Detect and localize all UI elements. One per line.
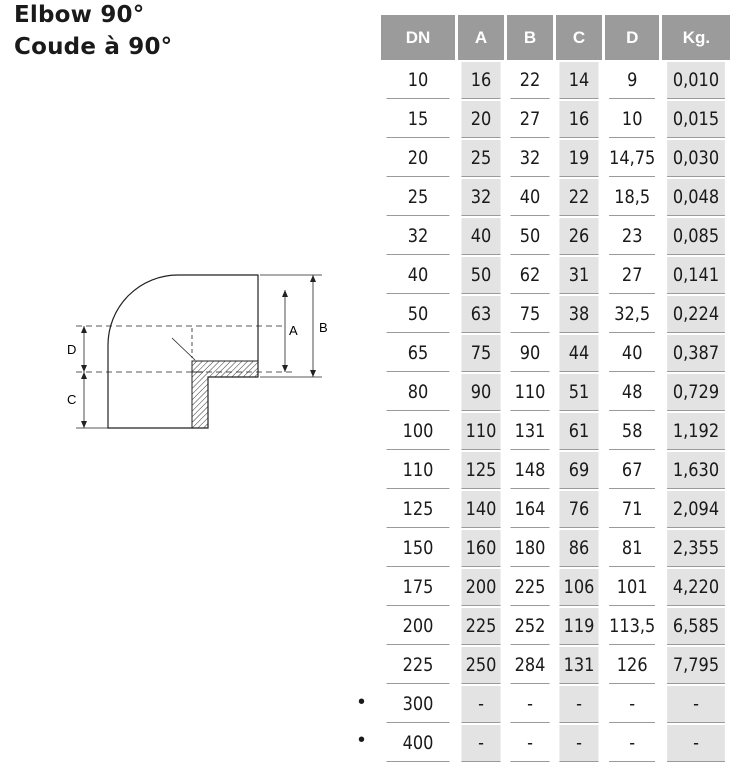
table-cell: 225: [461, 608, 500, 645]
dimension-label-d: D: [67, 342, 77, 357]
table-cell: 40: [461, 218, 500, 255]
table-cell: 86: [559, 530, 598, 567]
table-cell: 32: [461, 179, 500, 216]
table-row: [381, 179, 730, 216]
table-row: [381, 140, 730, 177]
table-cell: 58: [609, 413, 655, 450]
table-cell: 400: [387, 725, 450, 762]
table-cell: 125: [387, 491, 450, 528]
table-cell: 32: [510, 140, 549, 177]
table-cell: 0,224: [668, 296, 726, 333]
table-cell: 131: [510, 413, 549, 450]
column-header: A: [458, 15, 504, 60]
table-cell: 69: [559, 452, 598, 489]
table-cell: 2,355: [668, 530, 726, 567]
table-cell: 71: [609, 491, 655, 528]
table-row: [381, 62, 730, 99]
table-cell: 0,048: [668, 179, 726, 216]
table-cell: 7,795: [668, 647, 726, 684]
table-cell: -: [559, 725, 598, 762]
table-cell: 23: [609, 218, 655, 255]
table-cell: 252: [510, 608, 549, 645]
table-cell: 26: [559, 218, 598, 255]
table-cell: 50: [510, 218, 549, 255]
table-row: [381, 686, 730, 723]
table-cell: 27: [510, 101, 549, 138]
table-cell: -: [510, 686, 549, 723]
table-cell: 164: [510, 491, 549, 528]
table-cell: 20: [461, 101, 500, 138]
table-cell: 16: [559, 101, 598, 138]
table-cell: 31: [559, 257, 598, 294]
table-cell: 14,75: [609, 140, 655, 177]
table-cell: -: [609, 725, 655, 762]
table-cell: 150: [387, 530, 450, 567]
table-cell: 225: [510, 569, 549, 606]
table-cell: 0,085: [668, 218, 726, 255]
table-cell: 106: [559, 569, 598, 606]
table-cell: 180: [510, 530, 549, 567]
table-cell: 25: [387, 179, 450, 216]
table-cell: 75: [461, 335, 500, 372]
table-cell: 75: [510, 296, 549, 333]
table-row: [381, 218, 730, 255]
table-cell: 10: [609, 101, 655, 138]
table-cell: 40: [510, 179, 549, 216]
table-row: [381, 491, 730, 528]
table-cell: 110: [510, 374, 549, 411]
table-header-row: [381, 15, 730, 60]
table-cell: 140: [461, 491, 500, 528]
table-cell: 65: [387, 335, 450, 372]
table-cell: 148: [510, 452, 549, 489]
table-cell: 0,015: [668, 101, 726, 138]
table-cell: 40: [387, 257, 450, 294]
product-title-en: Elbow 90°: [14, 2, 145, 28]
table-row: [381, 413, 730, 450]
table-cell: 50: [461, 257, 500, 294]
table-cell: 61: [559, 413, 598, 450]
table-cell: 225: [387, 647, 450, 684]
table-cell: 300: [387, 686, 450, 723]
dimensions-table: [378, 13, 733, 764]
table-cell: 62: [510, 257, 549, 294]
table-cell: 40: [609, 335, 655, 372]
table-row: [381, 335, 730, 372]
table-cell: 25: [461, 140, 500, 177]
table-cell: -: [461, 725, 500, 762]
column-header: DN: [381, 15, 455, 60]
table-cell: -: [510, 725, 549, 762]
table-cell: 16: [461, 62, 500, 99]
table-cell: 38: [559, 296, 598, 333]
table-cell: 50: [387, 296, 450, 333]
table-row: [381, 257, 730, 294]
table-cell: 1,630: [668, 452, 726, 489]
table-cell: 250: [461, 647, 500, 684]
table-cell: 18,5: [609, 179, 655, 216]
table-cell: 19: [559, 140, 598, 177]
table-row: [381, 608, 730, 645]
dimension-label-a: A: [289, 323, 298, 338]
table-cell: 81: [609, 530, 655, 567]
table-cell: 110: [461, 413, 500, 450]
table-cell: -: [668, 725, 726, 762]
table-cell: 10: [387, 62, 450, 99]
table-cell: 0,141: [668, 257, 726, 294]
table-cell: -: [461, 686, 500, 723]
product-title-fr: Coude à 90°: [14, 34, 173, 60]
table-cell: 160: [461, 530, 500, 567]
table-row: [381, 530, 730, 567]
table-cell: -: [559, 686, 598, 723]
table-cell: 4,220: [668, 569, 726, 606]
table-row: [381, 452, 730, 489]
table-cell: 0,030: [668, 140, 726, 177]
row-bullet: •: [358, 691, 366, 713]
table-cell: 125: [461, 452, 500, 489]
table-cell: 200: [461, 569, 500, 606]
table-cell: 1,192: [668, 413, 726, 450]
table-cell: 200: [387, 608, 450, 645]
table-cell: 14: [559, 62, 598, 99]
table-row: [381, 647, 730, 684]
table-cell: 90: [510, 335, 549, 372]
table-cell: 119: [559, 608, 598, 645]
table-cell: 284: [510, 647, 549, 684]
table-cell: 20: [387, 140, 450, 177]
table-cell: 32,5: [609, 296, 655, 333]
table-cell: 101: [609, 569, 655, 606]
column-header: D: [605, 15, 659, 60]
table-body: [381, 62, 730, 762]
row-bullet: •: [358, 729, 366, 751]
table-row: [381, 374, 730, 411]
column-header: B: [507, 15, 553, 60]
table-cell: 110: [387, 452, 450, 489]
table-cell: 0,010: [668, 62, 726, 99]
table-cell: 22: [510, 62, 549, 99]
table-cell: 0,729: [668, 374, 726, 411]
table-cell: 44: [559, 335, 598, 372]
table-row: [381, 725, 730, 762]
table-cell: 100: [387, 413, 450, 450]
table-row: [381, 569, 730, 606]
table-cell: 126: [609, 647, 655, 684]
table-row: [381, 101, 730, 138]
dimension-label-b: B: [319, 320, 328, 335]
table-cell: 2,094: [668, 491, 726, 528]
table-cell: 48: [609, 374, 655, 411]
table-cell: 67: [609, 452, 655, 489]
table-cell: 175: [387, 569, 450, 606]
table-cell: 131: [559, 647, 598, 684]
table-row: [381, 296, 730, 333]
table-cell: 51: [559, 374, 598, 411]
table-cell: 80: [387, 374, 450, 411]
table-cell: 15: [387, 101, 450, 138]
table-cell: 27: [609, 257, 655, 294]
table-cell: 9: [609, 62, 655, 99]
table-cell: 6,585: [668, 608, 726, 645]
table-cell: 32: [387, 218, 450, 255]
column-header: C: [556, 15, 602, 60]
table-cell: 90: [461, 374, 500, 411]
table-cell: -: [609, 686, 655, 723]
table-cell: 113,5: [609, 608, 655, 645]
table-cell: -: [668, 686, 726, 723]
table-cell: 22: [559, 179, 598, 216]
dimension-label-c: C: [67, 392, 77, 407]
table-cell: 76: [559, 491, 598, 528]
elbow-technical-drawing: [60, 260, 360, 440]
table-cell: 0,387: [668, 335, 726, 372]
column-header: Kg.: [662, 15, 730, 60]
table-cell: 63: [461, 296, 500, 333]
